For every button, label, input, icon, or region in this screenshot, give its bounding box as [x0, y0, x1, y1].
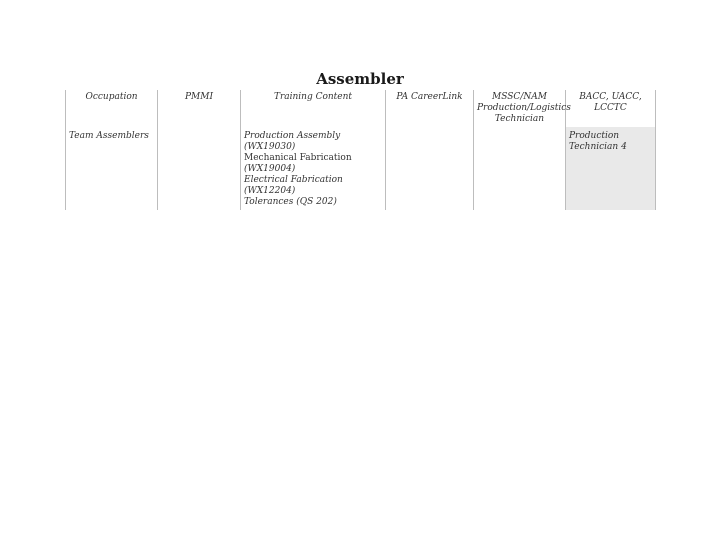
header-training-content: Training Content: [241, 90, 386, 127]
table-header-row: [66, 90, 656, 127]
training-item: (WX19004): [244, 164, 296, 174]
header-occupation: Occupation: [66, 90, 158, 127]
training-item: Tolerances (QS 202): [244, 197, 337, 207]
cell-mssc-nam: [474, 127, 566, 210]
training-item: Electrical Fabrication: [244, 175, 343, 185]
page-title: Assembler: [316, 70, 404, 88]
header-pa-careerlink: PA CareerLink: [386, 90, 474, 127]
cell-pa-careerlink: [386, 127, 474, 210]
table-row: [66, 127, 656, 210]
header-pmmi: PMMI: [158, 90, 241, 127]
cell-training-content: [241, 127, 386, 210]
cell-pmmi: [158, 127, 241, 210]
header-mssc-nam: MSSC/NAM Production/Logistics Technician: [474, 90, 566, 127]
training-item: Production Assembly (WX19030): [244, 131, 341, 152]
cell-bacc-uacc-lcctc: Production Technician 4: [566, 127, 656, 210]
training-item: (WX12204): [244, 186, 296, 196]
occupation-table: [65, 90, 656, 210]
training-item: Mechanical Fabrication: [244, 153, 352, 163]
cell-occupation: Team Assemblers: [66, 127, 158, 210]
header-bacc-uacc-lcctc: BACC, UACC, LCCTC: [566, 90, 656, 127]
